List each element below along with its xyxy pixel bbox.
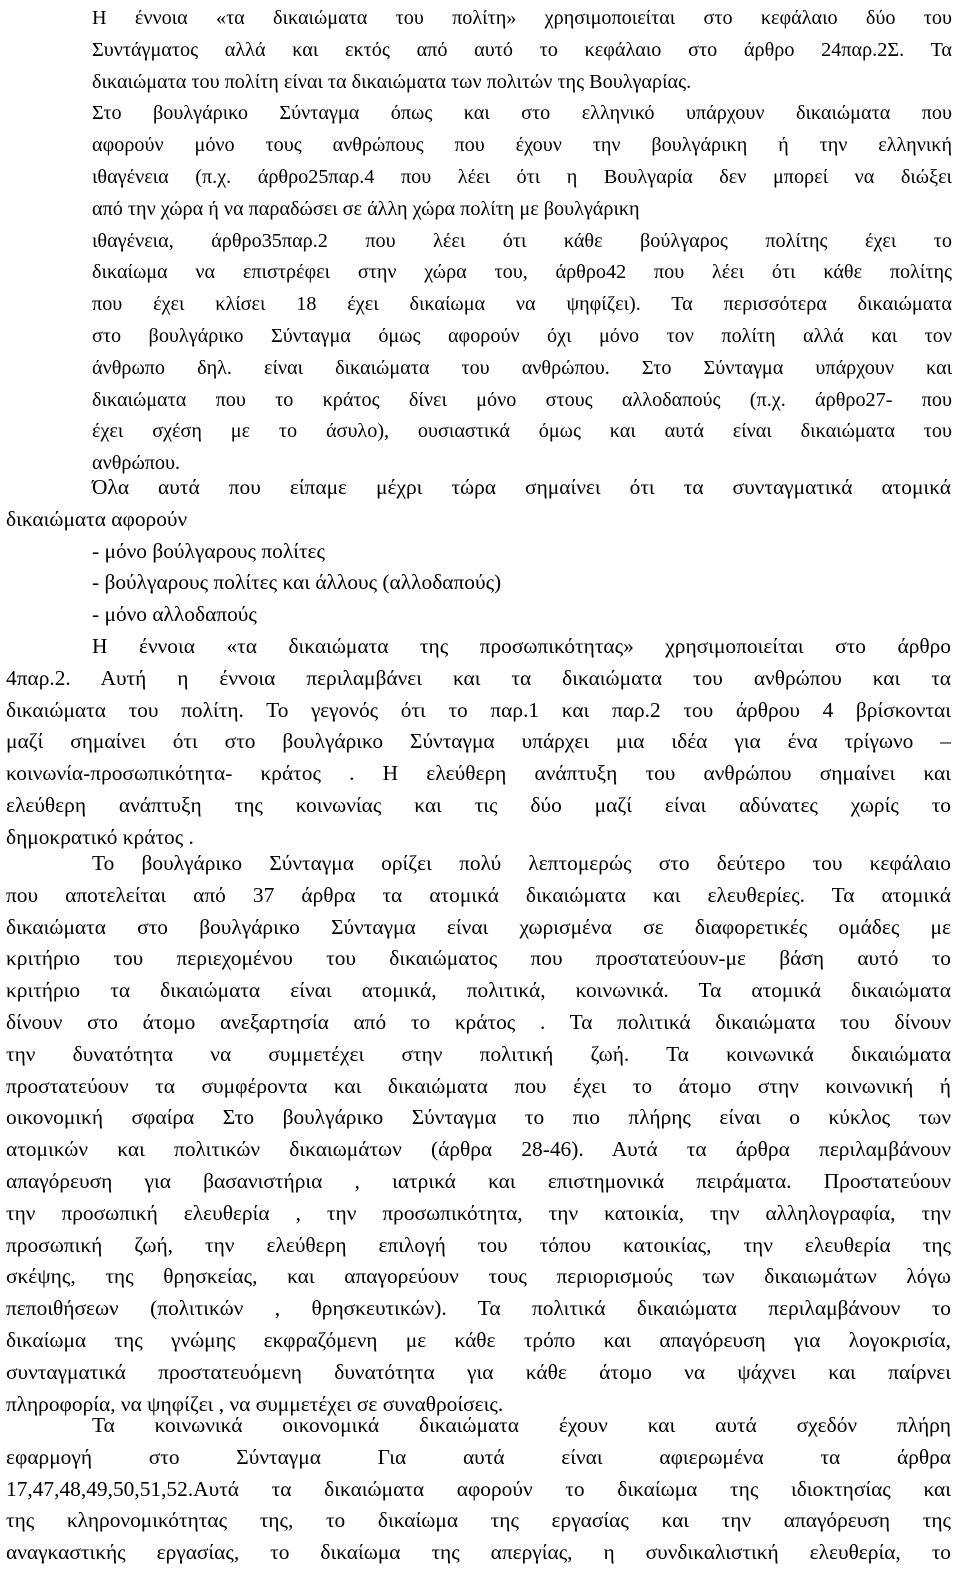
text-line: ιθαγένεια, άρθρο35παρ.2 που λέει ότι κάθε βούλγαρος πολίτης έχει το <box>92 229 952 252</box>
text-line: την δυνατότητα να συμμετέχει στην πολιτική ζωή. Τα κοινωνικά δικαιώματα <box>6 1041 951 1066</box>
text-line: Η έννοια «τα δικαιώματα του πολίτη» χρησιμοποιείται στο κεφάλαιο δύο του <box>92 7 952 29</box>
list-item: - μόνο βούλγαρους πολίτες <box>92 538 325 563</box>
text-line: δικαιώματα στο βουλγάρικο Σύνταγμα είναι χωρισμένα σε διαφορετικές ομάδες με <box>6 914 951 939</box>
text-line: κοινωνία-προσωπικότητα- κράτος . Η ελεύθερη ανάπτυξη του ανθρώπου σημαίνει και <box>6 761 951 786</box>
text-line: πληροφορία, να ψηφίζει , να συμμετέχει σε συναθροίσεις. <box>6 1391 504 1416</box>
text-line: Η έννοια «τα δικαιώματα της προσωπικότητας» χρησιμοποιείται στο άρθρο <box>92 633 951 658</box>
text-line: απαγόρευση για βασανιστήρια , ιατρικά και επιστημονικά πειράματα. Προστατεύουν <box>6 1168 951 1193</box>
text-line: δικαιώματα αφορούν <box>6 506 188 531</box>
text-line: ατομικών και πολιτικών δικαιωμάτων (άρθρα 28-46). Αυτά τα άρθρα περιλαμβάνουν <box>6 1137 951 1162</box>
text-line: Το βουλγάρικο Σύνταγμα ορίζει πολύ λεπτομερώς στο δεύτερο του κεφάλαιο <box>92 851 951 875</box>
text-line: έχει σχέση με το άσυλο), ουσιαστικά όμως και αυτά είναι δικαιώματα του <box>92 420 952 443</box>
paragraph-social-economic-rights <box>6 1410 951 1569</box>
text-line: της κληρονομικότητας της, το δικαίωμα της εργασίας και την απαγόρευση της <box>6 1508 951 1533</box>
text-line: Όλα αυτά που είπαμε μέχρι τώρα σημαίνει ότι τα συνταγματικά ατομικά <box>92 475 951 499</box>
text-line: δικαίωμα να επιστρέφει στην χώρα του, άρθρο42 που λέει ότι κάθε πολίτης <box>92 261 952 284</box>
text-line: εφαρμογή στο Σύνταγμα Για αυτά είναι αφιερωμένα τα άρθρα <box>6 1444 951 1469</box>
text-line: ανθρώπου. <box>92 452 181 475</box>
text-line: που αποτελείται από 37 άρθρα τα ατομικά δικαιώματα και ελευθερίες. Τα ατομικά <box>6 882 951 907</box>
text-line: οικονομική σφαίρα Στο βουλγάρικο Σύνταγμα το πιο πλήρης είναι ο κύκλος των <box>6 1105 951 1130</box>
text-line: την προσωπική ελευθερία , την προσωπικότητα, την κατοικία, την αλληλογραφία, την <box>6 1200 951 1225</box>
text-line: που έχει κλίσει 18 έχει δικαίωμα να ψηφίζει). Τα περισσότερα δικαιώματα <box>92 293 952 316</box>
text-line: Στο βουλγάρικο Σύνταγμα όπως και στο ελληνικό υπάρχουν δικαιώματα που <box>92 102 952 125</box>
paragraph-citizen-rights <box>92 3 952 480</box>
text-line: άνθρωπο δηλ. είναι δικαιώματα του ανθρώπου. Στο Σύνταγμα υπάρχουν και <box>92 356 952 379</box>
text-line: δικαιώματα του πολίτη. Το γεγονός ότι το παρ.1 και παρ.2 του άρθρου 4 βρίσκονται <box>6 697 951 722</box>
text-line: αναγκαστικής εργασίας, το δικαίωμα της απεργίας, η συνδικαλιστική ελευθερία, το <box>6 1540 951 1565</box>
text-line: πεποιθήσεων (πολιτικών , θρησκευτικών). Τα πολιτικά δικαιώματα περιλαμβάνουν το <box>6 1296 951 1321</box>
text-line: ιθαγένεια (π.χ. άρθρο25παρ.4 που λέει ότι η Βουλγαρία δεν μπορεί να διώξει <box>92 165 952 188</box>
paragraph-rights-groups <box>6 848 951 1420</box>
text-line: δημοκρατικό κράτος . <box>6 824 194 849</box>
text-line: συνταγματικά προστατευόμενη δυνατότητα για κάθε άτομο να ψάχνει και παίρνει <box>6 1359 951 1384</box>
text-line: από την χώρα ή να παραδώσει σε άλλη χώρα πολίτη με βουλγάρικη <box>92 197 640 220</box>
text-line: μαζί σημαίνει ότι στο βουλγάρικο Σύνταγμα υπάρχει μια ιδέα για ένα τρίγωνο – <box>6 729 951 754</box>
text-line: δικαίωμα της γνώμης εκφραζόμενη με κάθε τρόπο και απαγόρευση για λογοκρισία, <box>6 1327 951 1352</box>
list-item: - βούλγαρους πολίτες και άλλους (αλλοδαπούς) <box>92 570 502 595</box>
text-line: κριτήριο τα δικαιώματα είναι ατομικά, πολιτικά, κοινωνικά. Τα ατομικά δικαιώματα <box>6 978 951 1003</box>
text-line: αφορούν μόνο τους ανθρώπους που έχουν την βουλγάρικη ή την ελληνική <box>92 134 952 157</box>
text-line: σκέψης, της θρησκείας, και απαγορεύουν τους περιορισμούς των δικαιωμάτων λόγω <box>6 1264 951 1289</box>
text-line: στο βουλγάρικο Σύνταγμα όμως αφορούν όχι μόνο τον πολίτη αλλά και τον <box>92 324 952 347</box>
text-line: 17,47,48,49,50,51,52.Αυτά τα δικαιώματα αφορούν το δικαίωμα της ιδιοκτησίας και <box>6 1476 951 1501</box>
text-line: ελεύθερη ανάπτυξη της κοινωνίας και τις δύο μαζί είναι αδύνατες χωρίς το <box>6 792 951 817</box>
text-line: δικαιώματα που το κράτος δίνει μόνο στους αλλοδαπούς (π.χ. άρθρο27- που <box>92 388 952 411</box>
paragraph-personality-rights <box>6 472 951 854</box>
text-line: 4παρ.2. Αυτή η έννοια περιλαμβάνει και τα δικαιώματα του ανθρώπου και τα <box>6 665 951 690</box>
text-line: κριτήριο του περιεχομένου του δικαιώματος που προστατεύουν-με βάση αυτό το <box>6 946 951 971</box>
list-item: - μόνο αλλοδαπούς <box>92 602 257 627</box>
text-line: Συντάγματος αλλά και εκτός από αυτό το κεφάλαιο στο άρθρο 24παρ.2Σ. Τα <box>92 38 952 61</box>
text-line: προστατεύουν τα συμφέροντα και δικαιώματα που έχει το άτομο στην κοινωνική ή <box>6 1073 951 1098</box>
text-line: προσωπική ζωή, την ελεύθερη επιλογή του τόπου κατοικίας, την ελευθερία της <box>6 1232 951 1257</box>
text-line: Τα κοινωνικά οικονομικά δικαιώματα έχουν και αυτά σχεδόν πλήρη <box>92 1413 951 1437</box>
text-line: δικαιώματα του πολίτη είναι τα δικαιώματα των πολιτών της Βουλγαρίας. <box>92 70 692 93</box>
text-line: δίνουν στο άτομο ανεξαρτησία από το κράτος . Τα πολιτικά δικαιώματα του δίνουν <box>6 1009 951 1034</box>
